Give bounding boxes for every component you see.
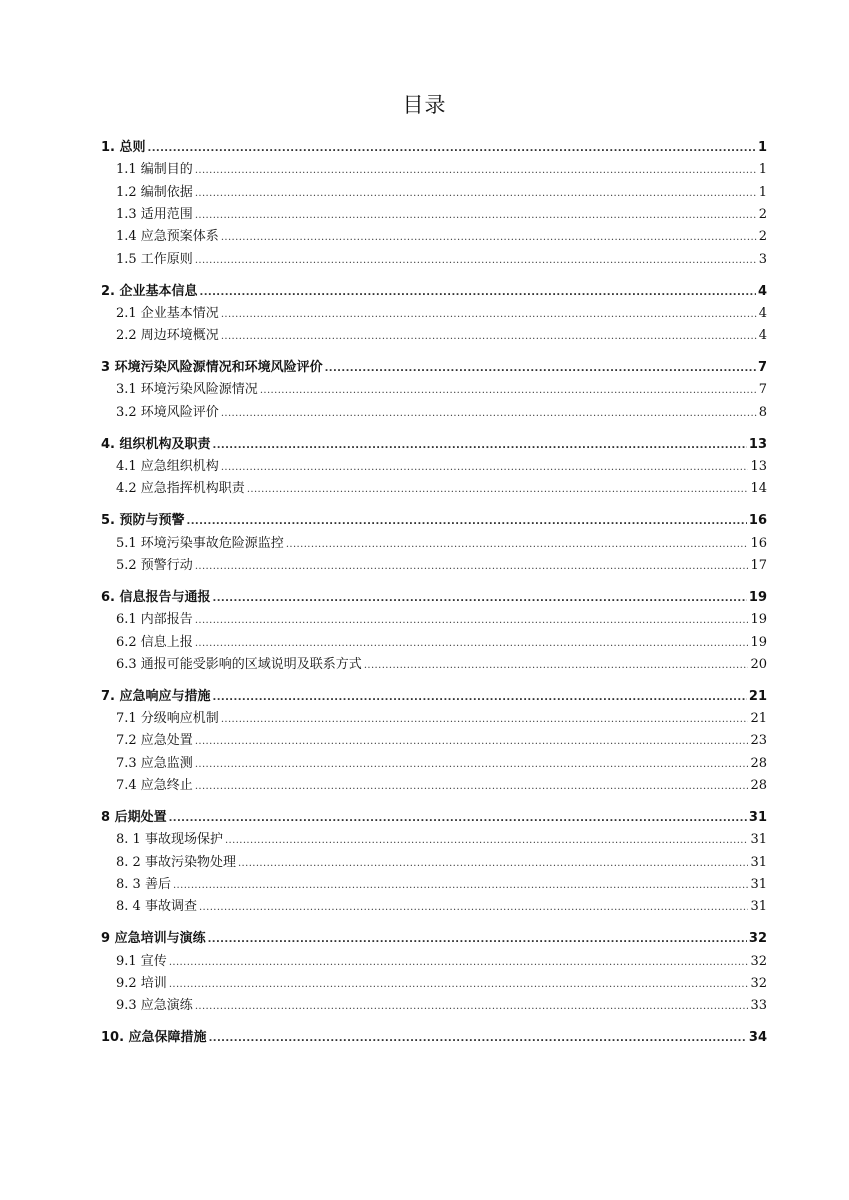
toc-entry-label: 7.3 应急监测	[116, 755, 193, 771]
toc-entry-label: 8. 3 善后	[116, 876, 171, 892]
toc-page-number: 34	[748, 1030, 767, 1046]
toc-page-number: 32	[748, 931, 767, 947]
toc-entry-label: 9.1 宣传	[116, 953, 167, 969]
toc-entry-label: 9.3 应急演练	[116, 998, 193, 1014]
toc-page-number: 7	[757, 360, 767, 376]
toc-entry-label: 7.4 应急终止	[116, 778, 193, 793]
toc-page-number: 16	[750, 535, 767, 551]
toc-entry-label: 6.2 信息上报	[116, 634, 193, 650]
toc-dot-leader	[260, 382, 757, 399]
toc-entry-label: 6.1 内部报告	[116, 612, 193, 628]
toc-section-entry[interactable]	[116, 558, 767, 575]
toc-dot-leader	[199, 899, 749, 916]
toc-dot-leader	[195, 207, 757, 224]
toc-entry-label: 6.3 通报可能受影响的区域说明及联系方式	[116, 656, 362, 672]
toc-entry-label: 8. 4 事故调查	[116, 899, 197, 915]
toc-dot-leader	[238, 855, 749, 872]
toc-page-number: 28	[750, 778, 767, 793]
toc-entry-label: 5. 预防与预警	[101, 513, 185, 529]
toc-dot-leader	[213, 437, 747, 454]
toc-section-entry[interactable]	[116, 536, 767, 553]
toc-dot-leader	[169, 954, 749, 971]
toc-dot-leader	[221, 459, 749, 476]
toc-page-number: 1	[757, 140, 767, 155]
toc-section-entry[interactable]	[116, 756, 767, 773]
toc-entry-label: 2.2 周边环境概况	[116, 328, 219, 344]
toc-section-entry[interactable]	[116, 185, 767, 202]
toc-entry-label: 8. 2 事故污染物处理	[116, 854, 236, 870]
toc-page-number: 28	[750, 755, 767, 771]
toc-dot-leader	[195, 998, 749, 1015]
toc-entry-label: 1. 总则	[101, 140, 146, 155]
toc-page-number: 32	[750, 975, 767, 991]
toc-chapter-entry[interactable]	[101, 810, 767, 827]
toc-dot-leader	[325, 360, 756, 377]
toc-section-entry[interactable]	[116, 657, 767, 674]
toc-entry-label: 3.1 环境污染风险源情况	[116, 382, 258, 398]
toc-page-number: 7	[758, 382, 767, 398]
toc-section-entry[interactable]	[116, 306, 767, 323]
toc-chapter-entry[interactable]	[101, 590, 767, 607]
toc-section-entry[interactable]	[116, 711, 767, 728]
toc-section-entry[interactable]	[116, 382, 767, 399]
toc-dot-leader	[221, 306, 757, 323]
toc-entry-label: 7. 应急响应与措施	[101, 688, 211, 704]
toc-dot-leader	[195, 733, 749, 750]
toc-entry-label: 9.2 培训	[116, 975, 167, 991]
toc-page-number: 13	[750, 459, 767, 474]
toc-dot-leader	[187, 513, 747, 530]
toc-dot-leader	[213, 590, 747, 607]
toc-page-number: 21	[750, 711, 767, 727]
toc-section-entry[interactable]	[116, 229, 767, 246]
toc-section-entry[interactable]	[116, 162, 767, 179]
toc-entry-label: 8 后期处置	[101, 810, 167, 825]
toc-section-entry[interactable]	[116, 207, 767, 224]
toc-dot-leader	[195, 558, 749, 575]
toc-entry-label: 3 环境污染风险源情况和环境风险评价	[101, 360, 323, 376]
toc-entry-label: 5.2 预警行动	[116, 557, 193, 573]
toc-page-number: 21	[748, 688, 767, 704]
toc-chapter-entry[interactable]	[101, 437, 767, 454]
toc-chapter-entry[interactable]	[101, 1030, 767, 1047]
toc-section-entry[interactable]	[116, 252, 767, 269]
toc-page-number: 2	[758, 206, 767, 222]
toc-section-entry[interactable]	[116, 954, 767, 971]
toc-section-entry[interactable]	[116, 976, 767, 993]
toc-dot-leader	[195, 185, 757, 202]
toc-page-number: 23	[750, 733, 767, 749]
toc-entry-label: 4.1 应急组织机构	[116, 459, 219, 474]
toc-section-entry[interactable]	[116, 855, 767, 872]
toc-dot-leader	[225, 832, 749, 849]
toc-page-number: 19	[750, 612, 767, 628]
toc-page-number: 1	[758, 184, 767, 200]
toc-entry-label: 2.1 企业基本情况	[116, 305, 219, 321]
toc-entry-label: 1.2 编制依据	[116, 184, 193, 200]
toc-entry-label: 7.1 分级响应机制	[116, 711, 219, 727]
toc-entry-label: 9 应急培训与演练	[101, 931, 206, 947]
toc-page-number: 31	[750, 899, 767, 915]
toc-section-entry[interactable]	[116, 733, 767, 750]
toc-page-number: 4	[758, 328, 767, 344]
toc-page-number: 4	[758, 305, 767, 321]
toc-section-entry[interactable]	[116, 778, 767, 795]
toc-page-number: 3	[758, 251, 767, 267]
toc-dot-leader	[195, 756, 749, 773]
toc-dot-leader	[195, 162, 757, 179]
toc-entry-label: 8. 1 事故现场保护	[116, 832, 223, 848]
toc-page-number: 19	[748, 589, 767, 605]
toc-section-entry[interactable]	[116, 998, 767, 1015]
toc-page-number: 17	[750, 557, 767, 573]
toc-dot-leader	[286, 536, 749, 553]
toc-dot-leader	[221, 229, 757, 246]
toc-dot-leader	[173, 877, 749, 894]
toc-dot-leader	[247, 481, 749, 498]
toc-section-entry[interactable]	[116, 877, 767, 894]
toc-entry-label: 1.1 编制目的	[116, 162, 193, 178]
toc-entry-label: 7.2 应急处置	[116, 733, 193, 749]
toc-chapter-entry[interactable]	[101, 689, 767, 706]
toc-dot-leader	[213, 689, 747, 706]
toc-entry-label: 3.2 环境风险评价	[116, 404, 219, 420]
toc-chapter-entry[interactable]	[101, 360, 767, 377]
toc-entry-label: 1.4 应急预案体系	[116, 229, 219, 245]
toc-section-entry[interactable]	[116, 635, 767, 652]
toc-dot-leader	[200, 284, 756, 301]
toc-page-number: 31	[750, 876, 767, 892]
toc-entry-label: 1.3 适用范围	[116, 206, 193, 222]
toc-section-entry[interactable]	[116, 328, 767, 345]
toc-dot-leader	[209, 1030, 747, 1047]
toc-page-number: 32	[750, 953, 767, 969]
toc-page-number: 8	[758, 404, 767, 420]
toc-entry-label: 5.1 环境污染事故危险源监控	[116, 535, 284, 551]
toc-page-number: 20	[750, 656, 767, 672]
toc-section-entry[interactable]	[116, 405, 767, 422]
toc-entry-label: 4.2 应急指挥机构职责	[116, 481, 245, 497]
toc-page-number: 16	[748, 513, 767, 529]
toc-dot-leader	[148, 140, 756, 157]
toc-dot-leader	[208, 931, 747, 948]
toc-entry-label: 10. 应急保障措施	[101, 1030, 207, 1046]
toc-page-number: 14	[750, 481, 767, 497]
toc-dot-leader	[169, 810, 747, 827]
toc-page-number: 19	[750, 634, 767, 650]
toc-section-entry[interactable]	[116, 832, 767, 849]
toc-entry-label: 1.5 工作原则	[116, 251, 193, 267]
toc-dot-leader	[221, 711, 749, 728]
toc-section-entry[interactable]	[116, 612, 767, 629]
toc-page-number: 4	[757, 283, 767, 299]
toc-page-number: 31	[750, 832, 767, 848]
toc-chapter-entry[interactable]	[101, 284, 767, 301]
toc-dot-leader	[221, 405, 757, 422]
toc-page-number: 1	[758, 162, 767, 178]
toc-entry-label: 4. 组织机构及职责	[101, 436, 211, 452]
toc-page-number: 31	[750, 854, 767, 870]
toc-dot-leader	[195, 778, 749, 795]
toc-dot-leader	[221, 328, 757, 345]
toc-section-entry[interactable]	[116, 459, 767, 476]
toc-dot-leader	[195, 612, 749, 629]
toc-chapter-entry[interactable]	[101, 513, 767, 530]
toc-section-entry[interactable]	[116, 481, 767, 498]
toc-chapter-entry[interactable]	[101, 931, 767, 948]
toc-page-number: 2	[758, 229, 767, 245]
toc-dot-leader	[195, 635, 749, 652]
toc-dot-leader	[195, 252, 757, 269]
page-title: 目录	[402, 93, 447, 117]
toc-section-entry[interactable]	[116, 899, 767, 916]
toc-page-number: 33	[750, 998, 767, 1014]
toc-entry-label: 6. 信息报告与通报	[101, 589, 211, 605]
toc-entry-label: 2. 企业基本信息	[101, 283, 198, 299]
toc-page-number: 13	[748, 436, 767, 452]
toc-dot-leader	[169, 976, 749, 993]
toc-chapter-entry[interactable]	[101, 140, 767, 157]
toc-page-number: 31	[748, 810, 767, 825]
toc-dot-leader	[364, 657, 749, 674]
